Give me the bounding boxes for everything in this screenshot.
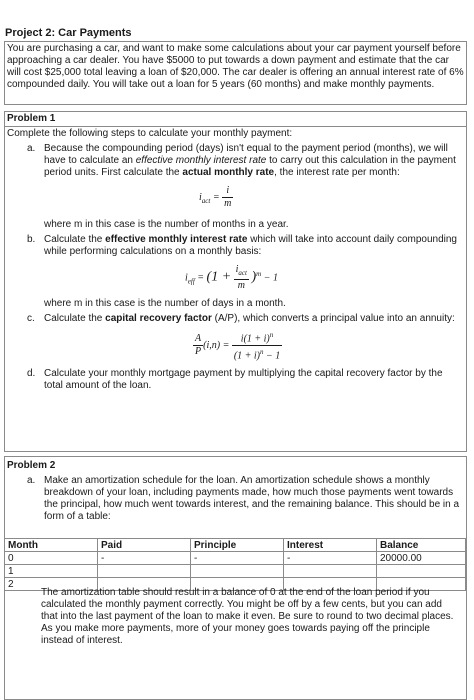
- f1-sub: act: [201, 196, 211, 205]
- f3-fraction: [232, 329, 282, 363]
- formula-capital-recovery: $\frac{A}{P}$ (i,n) = $\frac{i(1 + i)^n}{(1 + i)^n - 1}$: [195, 331, 281, 362]
- table-cell: [377, 565, 466, 578]
- f2-tail: − 1: [263, 272, 278, 284]
- f3-den-exp: n: [260, 348, 264, 357]
- col-header-principle: Principle: [191, 539, 284, 552]
- f3-P: P: [195, 346, 202, 358]
- problem1-item-a: [7, 143, 464, 179]
- item-a-emphasis: effective monthly interest rate: [135, 155, 267, 166]
- problem1-body: [4, 127, 467, 452]
- page-title: Project 2: Car Payments: [5, 27, 132, 39]
- item-a-label: a.: [27, 143, 36, 154]
- col-header-interest: Interest: [284, 539, 377, 552]
- item-d-label: d.: [27, 368, 36, 379]
- table-cell: 1: [5, 565, 98, 578]
- item-c-text-2: (A/P), which converts a principal value into an annuity:: [211, 313, 455, 324]
- problem2-heading: Problem 2: [7, 460, 56, 471]
- f3-den-tail: − 1: [266, 350, 281, 362]
- f3-numerator: i(1 + i): [240, 333, 270, 345]
- f2-close: ): [251, 269, 257, 285]
- problem2-item-a: [7, 475, 464, 523]
- f2-lhs: i: [185, 272, 188, 284]
- item-b-label: b.: [27, 234, 36, 245]
- f2-denominator: m: [237, 280, 245, 291]
- item-a-note: where m in this case is the number of months in a year.: [44, 219, 289, 230]
- item-a-text-1: Because the compounding period (days) isn't equal to the payment period (months), we will have to calculate an: [44, 143, 448, 166]
- item-b-text-2: which will take into account daily compounding while performing calculations on a monthly basis:: [44, 234, 457, 257]
- f3-A: A: [195, 333, 202, 345]
- item-b-strong: effective monthly interest rate: [105, 234, 248, 245]
- item-a-strong: actual monthly rate: [182, 167, 275, 178]
- problem1-heading: Problem 1: [4, 111, 467, 127]
- f2-sub: eff: [187, 277, 195, 286]
- item-b-text-1: Calculate the: [44, 234, 106, 245]
- formula-actual-rate: $i_{act}$ = $\frac{i}{m}$: [199, 185, 232, 209]
- p2-item-a-text: Make an amortization schedule for the loan. An amortization schedule shows a monthly breakdown of your loan, including payments made, how much those payments went towards the principal, how much went towards interest, and the remaining balance. This should be in a form of a table:: [44, 475, 460, 522]
- f3-args: (i,n): [203, 340, 221, 352]
- table-row: [5, 565, 466, 578]
- table-cell: 2: [5, 578, 98, 591]
- f2-open: (1 +: [206, 269, 232, 285]
- problem1-item-d: [7, 368, 464, 392]
- table-cell: [284, 565, 377, 578]
- col-header-balance: Balance: [377, 539, 466, 552]
- problem1-item-c: [7, 313, 464, 325]
- p2-item-a-label: a.: [27, 475, 36, 486]
- f1-denominator: m: [224, 198, 232, 209]
- table-cell: -: [98, 552, 191, 565]
- item-c-strong: capital recovery factor: [105, 313, 212, 324]
- f3-num-exp: n: [269, 331, 274, 339]
- f3-denominator: (1 + i): [233, 350, 260, 362]
- item-a-text-2: to carry out this calculation in the payment period units. First calculate the: [44, 155, 456, 178]
- item-c-text-1: Calculate the: [44, 313, 106, 324]
- problem1-item-b: [7, 234, 464, 258]
- f3-ap-fraction: [193, 333, 203, 358]
- table-cell: 0: [5, 552, 98, 565]
- f2-numerator: i: [235, 264, 239, 275]
- table-header-row: [5, 539, 466, 552]
- item-d-text: Calculate your monthly mortgage payment by multiplying the capital recovery factor by the total amount of the loan.: [44, 368, 443, 391]
- col-header-paid: Paid: [98, 539, 191, 552]
- intro-paragraph: You are purchasing a car, and want to make some calculations about your car payment yourself before approaching a car dealer. You have $5000 to put towards a down payment and estimate that the car will cost $25,000 total leaving a loan of $20,000. The car dealer is offering an annual interest rate of 6% compounded daily. You will take out a loan for 5 years (60 months) and make monthly payments.: [4, 41, 467, 105]
- table-cell: -: [284, 552, 377, 565]
- f1-numerator: i: [222, 185, 233, 198]
- f2-numerator-sub: act: [238, 269, 247, 277]
- amortization-table: [4, 538, 466, 591]
- problem1-instruction: Complete the following steps to calculate your monthly payment:: [7, 128, 293, 139]
- table-row: [5, 552, 466, 565]
- table-cell: [191, 565, 284, 578]
- formula-effective-rate: $i_{eff} = (1$ + $\frac{i_{act}}{m}$ )$^m$ − 1: [185, 264, 278, 291]
- f2-fraction: [234, 264, 249, 292]
- item-c-label: c.: [27, 313, 35, 324]
- table-cell: -: [191, 552, 284, 565]
- f1-fraction: [222, 185, 233, 210]
- item-b-note: where m in this case is the number of days in a month.: [44, 298, 286, 309]
- table-cell: [98, 565, 191, 578]
- f1-lhs: i: [199, 191, 202, 203]
- table-cell: 20000.00: [377, 552, 466, 565]
- f2-exponent: m: [256, 269, 262, 278]
- closing-paragraph: The amortization table should result in a balance of 0 at the end of the loan period if you calculated the monthly payment correctly. You might be off by a few cents, but you can add that into the last payment of the loan to make it even. Be sure to round to two decimal places. As you make more payments, more of your money goes towards paying off the principle instead of interest.: [41, 587, 454, 646]
- col-header-month: Month: [5, 539, 98, 552]
- item-a-text-3: , the interest rate per month:: [274, 167, 400, 178]
